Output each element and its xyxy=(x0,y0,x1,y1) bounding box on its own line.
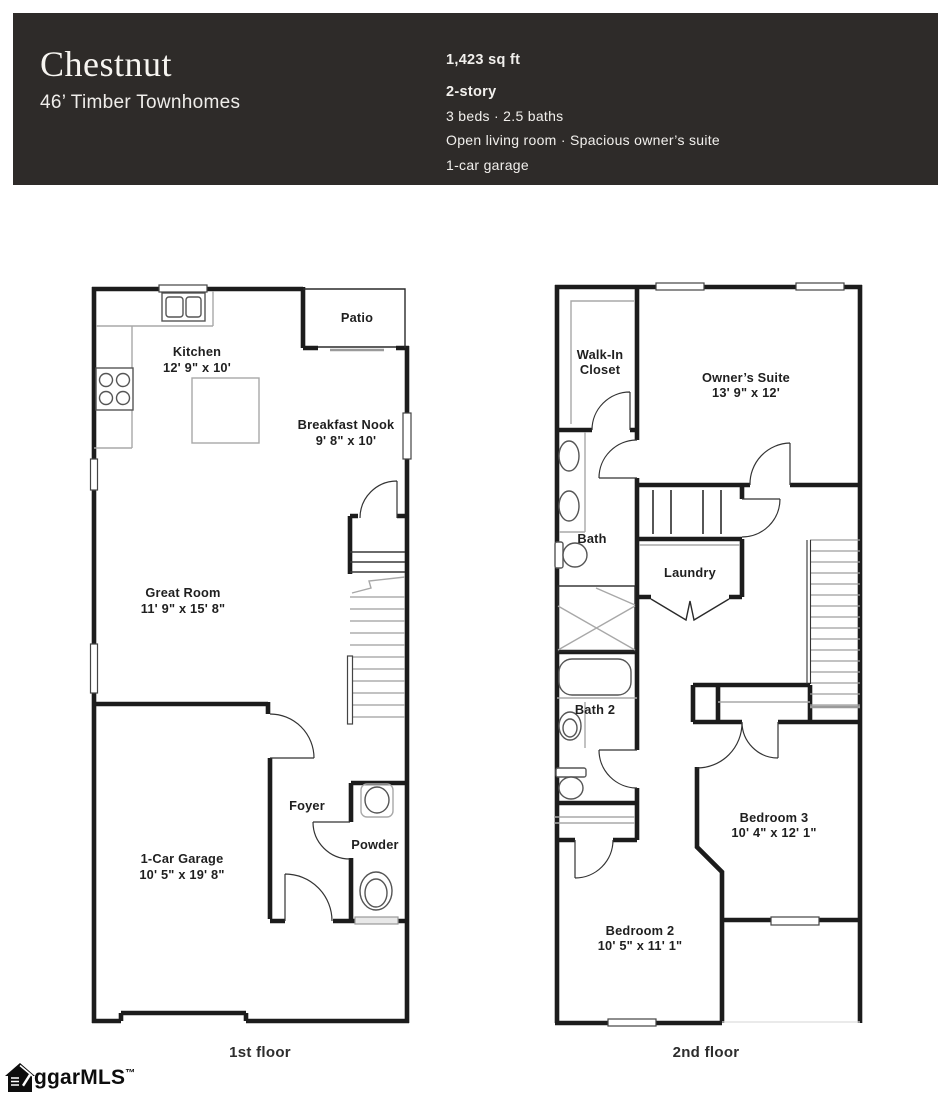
label-breakfast-nook-dims: 9' 8" x 10' xyxy=(315,433,377,448)
label-garage: 1-Car Garage xyxy=(140,851,224,866)
label-bath2: Bath 2 xyxy=(574,702,616,717)
label-walkin-2: Closet xyxy=(579,362,621,377)
label-breakfast-nook: Breakfast Nook xyxy=(297,417,395,432)
plan-subtitle: 46’ Timber Townhomes xyxy=(40,92,241,113)
mls-watermark xyxy=(2,1061,135,1095)
label-kitchen: Kitchen xyxy=(172,344,222,359)
greatroom-window-2 xyxy=(91,644,98,693)
laundry-bifold-door xyxy=(651,599,729,620)
bath-vanity xyxy=(559,432,585,532)
label-bath: Bath xyxy=(577,531,607,546)
floor1-doors xyxy=(270,481,397,921)
trademark-symbol: ™ xyxy=(125,1068,136,1079)
spec-garage: 1-car garage xyxy=(446,157,529,173)
floor2-stair-railing xyxy=(807,540,811,684)
plan-header-card xyxy=(13,13,938,185)
powder-sink xyxy=(361,784,393,817)
laundry-room xyxy=(639,545,740,620)
nook-hall-door xyxy=(360,481,397,518)
bedroom2-door xyxy=(575,840,613,878)
label-bedroom3-dims: 10' 4" x 12' 1" xyxy=(731,825,817,840)
floor1-stair-railing xyxy=(348,656,353,724)
label-bedroom2-dims: 10' 5" x 11' 1" xyxy=(597,938,683,953)
kitchen-sink xyxy=(162,293,205,321)
bedroom2-window xyxy=(608,1019,656,1026)
garage-entry-door xyxy=(270,714,314,758)
label-powder: Powder xyxy=(351,837,399,852)
floor1-windows xyxy=(91,285,412,693)
bath-shower xyxy=(558,586,635,651)
floor2-walls xyxy=(555,285,862,1023)
label-laundry: Laundry xyxy=(664,565,716,580)
greatroom-window-1 xyxy=(91,459,98,490)
bath2-toilet xyxy=(556,768,586,799)
hall-door xyxy=(697,723,742,768)
suite-window-1 xyxy=(656,283,704,290)
bedroom3-door xyxy=(742,722,778,758)
bathtub xyxy=(557,659,637,698)
linen-closet-shelf xyxy=(554,817,635,823)
floor2-plan xyxy=(548,280,870,1032)
floor1-plan xyxy=(86,280,414,1032)
walkin-closet-door xyxy=(592,392,630,430)
kitchen-island xyxy=(192,378,259,443)
label-kitchen-dims: 12' 9" x 10' xyxy=(163,360,231,375)
label-great-room: Great Room xyxy=(145,585,221,600)
vestibule-closet-door xyxy=(742,499,780,537)
spec-beds-baths: 3 beds · 2.5 baths xyxy=(446,108,564,124)
powder-toilet xyxy=(355,872,398,924)
label-bedroom3: Bedroom 3 xyxy=(739,810,809,825)
label-patio: Patio xyxy=(340,310,374,325)
label-great-room-dims: 11' 9" x 15' 8" xyxy=(140,601,226,616)
label-owners-suite: Owner’s Suite xyxy=(702,370,790,385)
linen-shelves xyxy=(653,490,721,534)
label-garage-dims: 10' 5" x 19' 8" xyxy=(139,867,225,882)
owners-suite-door xyxy=(750,443,790,485)
spec-sqft: 1,423 sq ft xyxy=(446,52,521,68)
label-foyer: Foyer xyxy=(289,798,325,813)
powder-door xyxy=(313,822,350,859)
plan-title: Chestnut xyxy=(40,44,173,84)
label-walkin-1: Walk-In xyxy=(576,347,624,362)
bath2-door xyxy=(599,750,637,788)
floor1-caption: 1st floor xyxy=(229,1044,291,1061)
label-bedroom2: Bedroom 2 xyxy=(605,923,675,938)
suite-window-2 xyxy=(796,283,844,290)
label-owners-suite-dims: 13' 9" x 12' xyxy=(712,385,780,400)
kitchen-window xyxy=(159,285,207,292)
floor1-stairs xyxy=(348,552,406,724)
floor2-caption: 2nd floor xyxy=(672,1044,740,1061)
mls-logo-text: ggarMLS™ xyxy=(34,1066,136,1089)
floor1-walls xyxy=(92,287,409,1023)
spec-features: Open living room · Spacious owner’s suite xyxy=(446,132,721,148)
spec-stories: 2-story xyxy=(446,84,497,100)
bedroom3-window xyxy=(771,917,819,925)
nook-window xyxy=(403,413,411,459)
floor2-stairs xyxy=(807,540,860,707)
front-door xyxy=(285,874,332,921)
bath-door xyxy=(599,440,637,478)
stove xyxy=(96,368,133,410)
